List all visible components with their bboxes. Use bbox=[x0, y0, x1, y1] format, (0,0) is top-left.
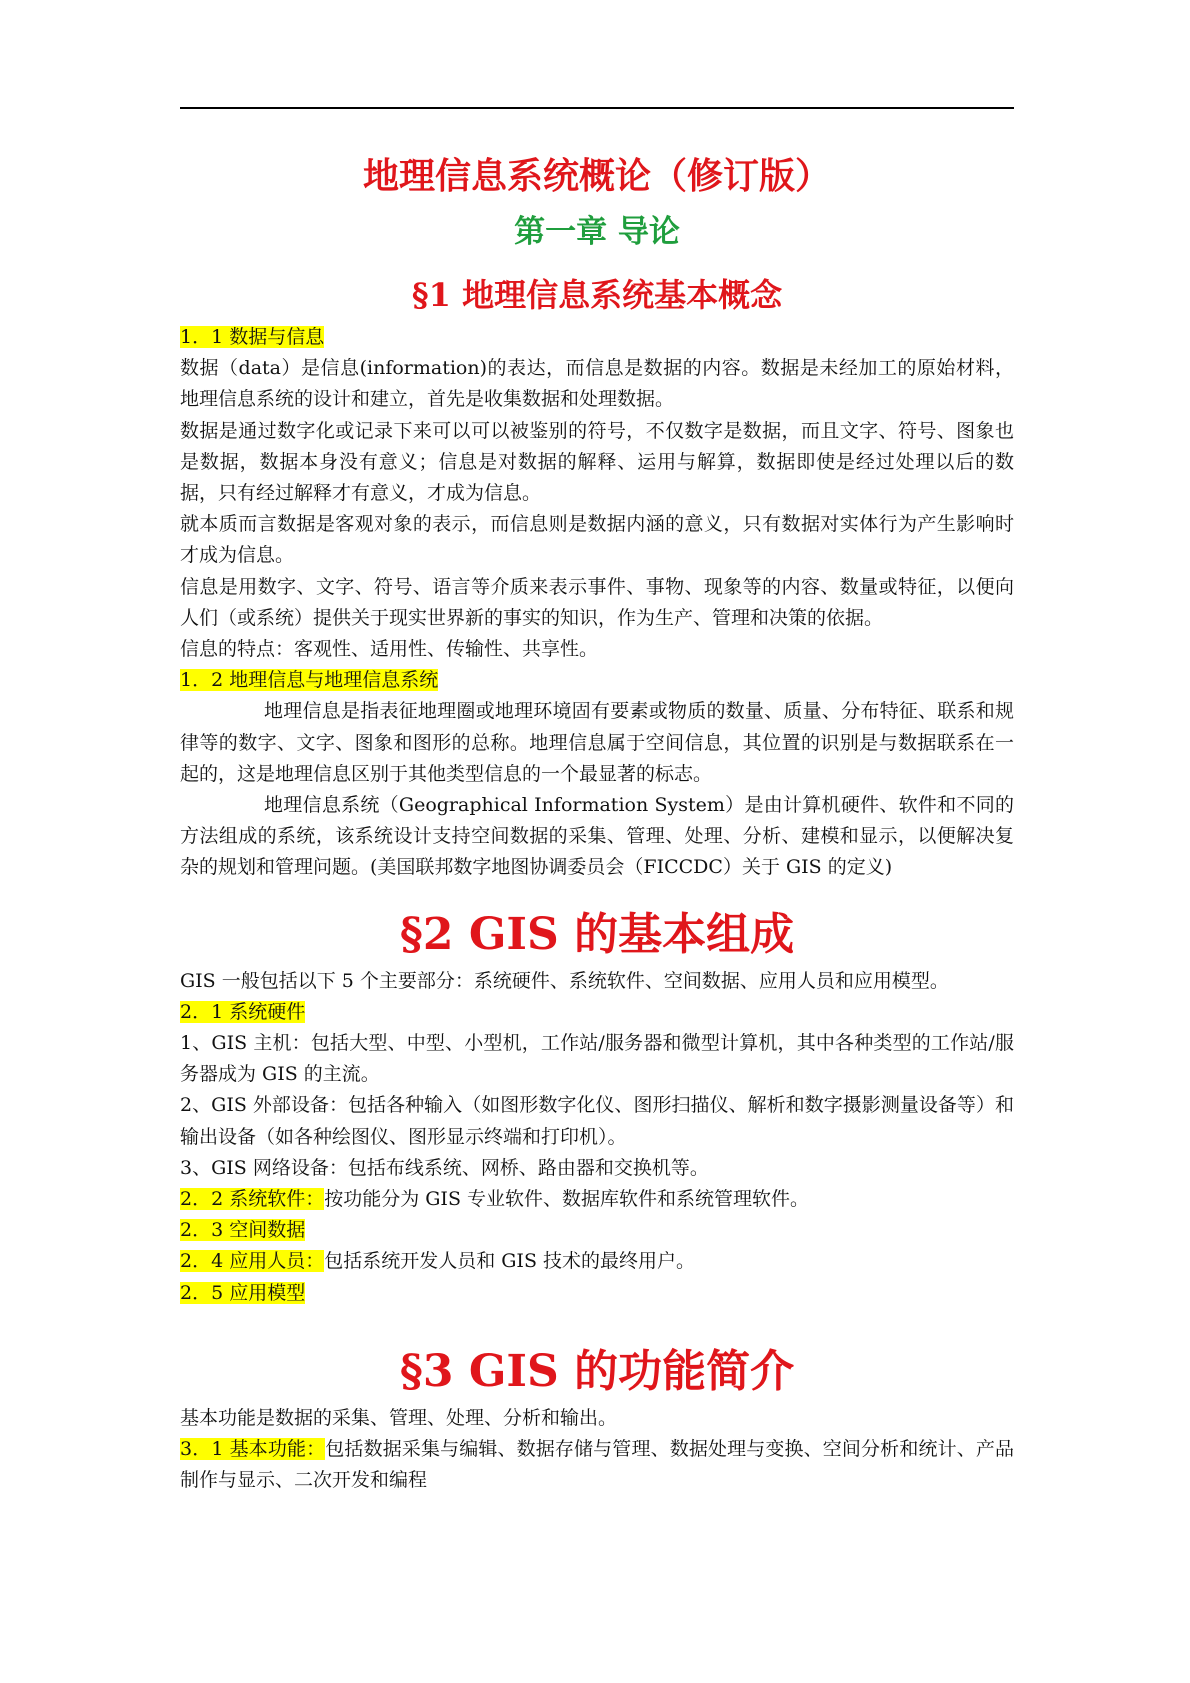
document-body bbox=[180, 150, 1014, 1497]
subsection-2-4 bbox=[180, 1246, 1014, 1277]
list-item: 3、GIS 网络设备：包括布线系统、网桥、路由器和交换机等。 bbox=[180, 1156, 709, 1179]
subsection-2-1-label bbox=[180, 997, 1014, 1028]
section-2-heading: §2 GIS 的基本组成 bbox=[399, 908, 795, 960]
subsection-2-3 bbox=[180, 1215, 1014, 1246]
subsection-text: 包括数据采集与编辑、数据存储与管理、数据处理与变换、空间分析和统计、产品制作与显示、二次开发和编程 bbox=[180, 1438, 1014, 1492]
highlight: 2．1 系统硬件 bbox=[180, 1000, 306, 1023]
document-title: 地理信息系统概论（修订版） bbox=[362, 155, 831, 197]
paragraph: 信息的特点：客观性、适用性、传输性、共享性。 bbox=[180, 638, 599, 661]
header-rule bbox=[180, 107, 1014, 109]
subsection-3-1 bbox=[180, 1434, 1014, 1496]
subsection-2-2 bbox=[180, 1184, 1014, 1215]
paragraph: 数据（data）是信息(information)的表达，而信息是数据的内容。数据是未经加工的原始材料，地理信息系统的设计和建立，首先是收集数据和处理数据。 bbox=[180, 357, 1014, 411]
subsection-2-5 bbox=[180, 1278, 1014, 1309]
paragraph: 基本功能是数据的采集、管理、处理、分析和输出。 bbox=[180, 1406, 618, 1429]
list-item: 2、GIS 外部设备：包括各种输入（如图形数字化仪、图形扫描仪、解析和数字摄影测量设备等）和输出设备（如各种绘图仪、图形显示终端和打印机）。 bbox=[180, 1094, 1014, 1148]
paragraph: GIS 一般包括以下 5 个主要部分：系统硬件、系统软件、空间数据、应用人员和应用模型。 bbox=[180, 969, 949, 992]
highlight: 3．1 基本功能： bbox=[180, 1438, 326, 1461]
paragraph: 数据是通过数字化或记录下来可以可以被鉴别的符号，不仅数字是数据，而且文字、符号、图象也是数据，数据本身没有意义；信息是对数据的解释、运用与解算，数据即使是经过处理以后的数据，只有经过解释才有意义，才成为信息。 bbox=[180, 419, 1014, 505]
list-item: 1、GIS 主机：包括大型、中型、小型机，工作站/服务器和微型计算机，其中各种类型的工作站/服务器成为 GIS 的主流。 bbox=[180, 1032, 1014, 1086]
highlight: 2．4 应用人员： bbox=[180, 1250, 325, 1273]
highlight: 2．5 应用模型 bbox=[180, 1281, 306, 1304]
subsection-1-1-label bbox=[180, 322, 1014, 353]
highlight: 1．2 地理信息与地理信息系统 bbox=[180, 669, 439, 692]
highlight: 2．3 空间数据 bbox=[180, 1219, 306, 1242]
subsection-text: 包括系统开发人员和 GIS 技术的最终用户。 bbox=[324, 1250, 695, 1273]
highlight: 1．1 数据与信息 bbox=[180, 326, 325, 348]
section-3-heading: §3 GIS 的功能简介 bbox=[399, 1345, 795, 1397]
paragraph: 地理信息系统（Geographical Information System）是由计算机硬件、软件和不同的方法组成的系统，该系统设计支持空间数据的采集、管理、处理、分析、建模和显示，以便解决复杂的规划和管理问题。(美国联邦数字地图协调委员会（FICCDC）关于 GIS 的定义) bbox=[180, 794, 1014, 879]
subsection-1-2-label bbox=[180, 665, 1014, 696]
chapter-title: 第一章 导论 bbox=[514, 214, 680, 250]
subsection-text: 按功能分为 GIS 专业软件、数据库软件和系统管理软件。 bbox=[324, 1188, 809, 1211]
paragraph: 地理信息是指表征地理圈或地理环境固有要素或物质的数量、质量、分布特征、联系和规律等的数字、文字、图象和图形的总称。地理信息属于空间信息，其位置的识别是与数据联系在一起的，这是地理信息区别于其他类型信息的一个最显著的标志。 bbox=[180, 700, 1014, 785]
section-1-heading: §1 地理信息系统基本概念 bbox=[411, 276, 783, 314]
highlight: 2．2 系统软件： bbox=[180, 1188, 325, 1211]
paragraph: 就本质而言数据是客观对象的表示，而信息则是数据内涵的意义，只有数据对实体行为产生影响时才成为信息。 bbox=[180, 513, 1014, 567]
paragraph: 信息是用数字、文字、符号、语言等介质来表示事件、事物、现象等的内容、数量或特征，以便向人们（或系统）提供关于现实世界新的事实的知识，作为生产、管理和决策的依据。 bbox=[180, 575, 1014, 629]
